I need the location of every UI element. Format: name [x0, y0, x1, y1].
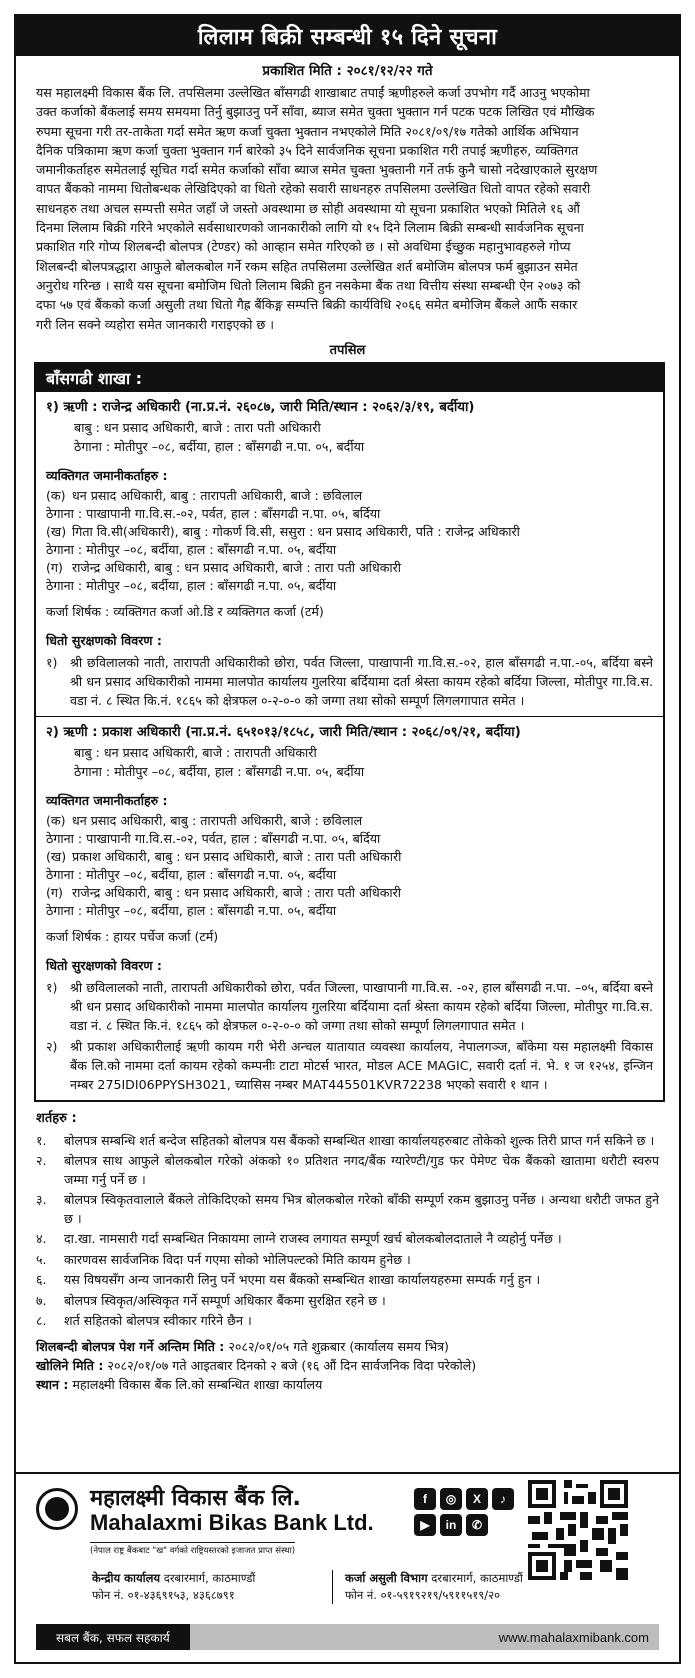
term-number: २.: [36, 1153, 47, 1169]
security-heading: धितो सुरक्षणको विवरण :: [46, 632, 162, 648]
term-number: १.: [36, 1132, 47, 1148]
term-text: बोलपत्र स्विकृत/अस्विकृत गर्ने सम्पूर्ण अधिकार बैंकमा सुरक्षित रहने छ ।: [64, 1292, 386, 1308]
security-item: [46, 653, 653, 710]
youtube-icon[interactable]: ▶: [414, 1514, 436, 1536]
central-office-address: दरबारमार्ग, काठमाण्डौं: [163, 1571, 256, 1585]
tiktok-icon[interactable]: ♪: [492, 1488, 514, 1510]
security-item: [46, 1037, 653, 1094]
tapasil-heading: तपसिल: [329, 342, 366, 358]
slogan: सबल बैंक, सफल सहकार्य: [36, 1624, 190, 1650]
intro-line: साधनहरु तथा अचल सम्पत्ती समेत जहाँ जे जस्तो अवस्थामा छ सोही अवस्थामा यो सूचना प्रकाशित भएको मितिले १६ औं: [36, 200, 580, 216]
guarantor-name: धन प्रसाद अधिकारी, बाबु : तारापती अधिकारी, बाजे : छविलाल: [72, 487, 363, 503]
central-office-title: केन्द्रीय कार्यालय: [92, 1571, 161, 1585]
guarantor-label: (ख): [46, 848, 67, 864]
guarantor-label: (ग): [46, 559, 63, 575]
guarantor-address: ठेगाना : मोतीपुर –०८, बर्दीया, हाल : बाँसगढी न.पा. ०५, बर्दीया: [46, 541, 337, 557]
loan-entry: [36, 392, 663, 716]
term-number: ५.: [36, 1251, 47, 1267]
recovery-department-phone: फोन नं. ०१-५९१९२१९/५९११५१९/२०: [345, 1588, 501, 1602]
intro-line: दफा ५७ एवं बैंकको कर्जा असुली तथा धितो गैह्र बैंकिङ्ग सम्पत्ति बिक्री कार्यविधि २०६६ समेत बमोजिम बैंकले आफैं सकार: [36, 297, 578, 313]
guarantor-address: ठेगाना : मोतीपुर –०८, बर्दीया, हाल : बाँसगढी न.पा. ०५, बर्दीया: [46, 577, 337, 593]
linkedin-icon[interactable]: in: [440, 1514, 462, 1536]
term-text: बोलपत्र सम्बन्धि शर्त बन्देज सहितको बोलपत्र यस बैंकको सम्बन्धित शाखा कार्यालयहरुबाट तोकेको शुल्क तिरी प्राप्त गर्न सकिने छ ।: [64, 1132, 655, 1148]
term-item: [36, 1251, 659, 1270]
loan-list: [36, 392, 663, 1100]
term-text: कारणवस सार्वजनिक विदा पर्न गएमा सोको भोलिपल्टको मिति कायम हुनेछ ।: [64, 1251, 411, 1267]
security-text: श्री छविलालको नाती, तारापती अधिकारीको छोरा, पर्वत जिल्ला, पाखापानी गा.वि.स. -०२, हाल बाँसगढी न.पा. –०५, बर्दिया बस्ने श्री धन प्रसाद अधिकारीको नाममा मालपोत कार्यालय गुलरिया बर्दियामा दर्ता श्रेस्ता कायम रहेको बर्दिया जिल्ला, मोतीपुर गा.वि.स. वडा नं. ८ स्थित कि.नं. १८६५ को क्षेत्रफल ०-२-०-० को जग्गा तथा सोको सम्पूर्ण लिगलगापात समेत ।: [70, 979, 653, 1033]
intro-line: गरी लिन सक्ने व्यहोरा समेत जानकारी गराइएको छ ।: [36, 316, 275, 332]
loan-entry: [36, 716, 663, 1100]
website-link[interactable]: www.mahalaxmibank.com: [498, 1629, 649, 1645]
guarantor-label: (ग): [46, 884, 63, 900]
term-item: [36, 1191, 659, 1228]
borrower-parents: बाबु : धन प्रसाद अधिकारी, बाजे : तारापती अधिकारी: [74, 744, 317, 760]
term-item: [36, 1230, 659, 1249]
term-text: बोलपत्र साथ आफुले बोलकबोल गरेको अंकको १० प्रतिशत नगद/बैंक ग्यारेण्टी/गुड फर पेमेण्ट चेक बैंकको खातामा धरौटी स्वरुप जम्मा गर्नु पर्ने छ ।: [64, 1153, 659, 1187]
term-item: [36, 1132, 659, 1151]
intro-line: शिलबन्दी बोलपत्रद्धारा आफुले बोलकबोल गर्ने रकम सहित तपसिलमा उल्लेखित शर्त बमोजिम बोलपत्र फर्म बुझाउन समेत: [36, 258, 578, 274]
borrower-parents: बाबु : धन प्रसाद अधिकारी, बाजे : तारा पती अधिकारी: [74, 419, 321, 435]
intro-line: रुपमा सूचना गरी तर-ताकेता गर्दा समेत ऋण कर्जा चुक्ता भुक्तान नभएकोले मिति २०८१/०९/१७ गतेको आर्थिक अभियान: [36, 123, 579, 139]
x-icon[interactable]: X: [466, 1488, 488, 1510]
guarantor-row: [46, 522, 653, 541]
deadline-row: [36, 1337, 659, 1356]
guarantor-name: गिता वि.सी(अधिकारी), बाबु : गोकर्ण वि.सी, ससुरा : धन प्रसाद अधिकारी, पति : राजेन्द्र अधिकारी: [72, 523, 520, 539]
term-number: ६.: [36, 1272, 47, 1288]
guarantor-label: (क): [46, 487, 66, 503]
deadline-value: २०८२/०१/०५ गते शुक्रबार (कार्यालय समय भित्र): [228, 1338, 449, 1354]
intro-line: वापत बैंकको नाममा धितोबन्धक लेखिदिएको वा धितो रहेको सवारी साधनहरु तपसिलमा उल्लेखित धितो वापत रहेको सवारी: [36, 181, 591, 197]
recovery-department-address: दरबारमार्ग, काठमाण्डौं: [431, 1571, 523, 1585]
guarantor-row: [46, 486, 653, 505]
loan-type: कर्जा शिर्षक : व्यक्तिगत कर्जा ओ.डि र व्यक्तिगत कर्जा (टर्म): [46, 603, 324, 619]
intro-line: प्रकाशित गरि गोप्य शिलबन्दी बोलपत्र (टेण्डर) को आव्हान समेत गरिएको छ । सो अवधिमा ईच्छुक महानुभावहरुले गोप्य: [36, 239, 571, 255]
guarantor-name: धन प्रसाद अधिकारी, बाबु : तारापती अधिकारी, बाजे : छविलाल: [72, 812, 363, 828]
recovery-department-title: कर्जा असुली विभाग: [345, 1571, 428, 1585]
security-heading: धितो सुरक्षणको विवरण :: [46, 957, 162, 973]
opening-row: [36, 1356, 659, 1375]
guarantor-label: (ख): [46, 523, 67, 539]
footer: [16, 1472, 679, 1662]
branch-box: [34, 362, 665, 1102]
guarantor-address: ठेगाना : मोतीपुर –०८, बर्दीया, हाल : बाँसगढी न.पा. ०५, बर्दीया: [46, 866, 337, 882]
security-number: १): [46, 654, 58, 670]
place-value: महालक्ष्मी विकास बैंक लि.को सम्बन्धित शाखा कार्यालय: [72, 1376, 323, 1392]
central-office-phone: फोन नं. ०१-४३६९१५३, ४३६८७९१: [92, 1588, 235, 1602]
place-label: स्थान :: [36, 1376, 69, 1392]
security-text: श्री छविलालको नाती, तारापती अधिकारीको छोरा, पर्वत जिल्ला, पाखापानी गा.वि.स.-०२, हाल बाँसगढी न.पा.-०५, बर्दिया बस्ने श्री धन प्रसाद अधिकारीको नाममा मालपोत कार्यालय गुलरिया बर्दियामा दर्ता श्रेस्ता कायम रहेको बर्दिया जिल्ला, मोतीपुर गा.वि.स. वडा नं. ८ स्थित कि.नं. १८६५ को क्षेत्रफल ०-२-०-० को जग्गा तथा सोको सम्पूर्ण लिगलगापात समेत ।: [70, 654, 653, 708]
term-item: [36, 1312, 659, 1331]
instagram-icon[interactable]: ◎: [440, 1488, 462, 1510]
intro-line: दैनिक पत्रिकामा ऋण कर्जा चुक्ता भुक्तान गर्न बारेको ३५ दिने सार्वजनिक सूचना प्रकाशित गरी तपाई ऋणीहरु, व्यक्तिगत: [36, 142, 579, 158]
opening-label: खोलिने मिति :: [36, 1357, 104, 1373]
term-number: ३.: [36, 1192, 47, 1208]
intro-line: जमानीकर्ताहरु समेतलाई सूचित गर्दा समेत कर्जाको साँवा ब्याज समेत चुक्ता भुक्तानी गर्ने तर्फ कुनै चासो नदेखाएकाले सुरक्षण: [36, 162, 598, 178]
borrower-title: १) ऋणी : राजेन्द्र अधिकारी (ना.प्र.नं. २६०८७, जारी मिति/स्थान : २०६२/३/१९, बर्दीया): [46, 399, 475, 415]
guarantor-name: प्रकाश अधिकारी, बाबु : धन प्रसाद अधिकारी, बाजे : तारा पती अधिकारी: [72, 848, 402, 864]
intro-line: दिनमा लिलाम बिक्री गरिने भएकोले सर्वसाधारणको जानकारीको लागि यो १५ दिने लिलाम बिक्री सम्बन्धी सार्वजनिक सूचना: [36, 220, 584, 236]
guarantor-address: ठेगाना : पाखापानी गा.वि.स.-०२, पर्वत, हाल : बाँसगढी न.पा. ०५, बर्दिया: [46, 830, 381, 846]
guarantor-name: राजेन्द्र अधिकारी, बाबु : धन प्रसाद अधिकारी, बाजे : तारा पती अधिकारी: [72, 559, 402, 575]
term-number: ८.: [36, 1313, 47, 1329]
guarantor-address: ठेगाना : मोतीपुर –०८, बर्दीया, हाल : बाँसगढी न.पा. ०५, बर्दीया: [46, 902, 337, 918]
loan-type: कर्जा शिर्षक : हायर पर्चेज कर्जा (टर्म): [46, 928, 219, 944]
bank-logo-icon: [36, 1488, 78, 1530]
published-date: प्रकाशित मिति : २०८१/१२/२२ गते: [262, 63, 433, 79]
bank-tagline: (नेपाल राष्ट्र बैंकबाट "ख" वर्गको राष्ट्रियस्तरको इजाजत प्राप्त संस्था): [90, 1542, 295, 1556]
security-number: २): [46, 1038, 58, 1054]
bank-name-english: Mahalaxmi Bikas Bank Ltd.: [90, 1510, 374, 1535]
term-number: ४.: [36, 1231, 47, 1247]
term-text: दा.खा. नामसारी गर्दा सम्बन्धित निकायमा लाग्ने राजस्व लगायत सम्पूर्ण खर्च बोलकबोलदाताले नै व्यहोर्नु पर्नेछ ।: [64, 1231, 562, 1247]
term-number: ७.: [36, 1292, 47, 1308]
borrower-address: ठेगाना : मोतीपुर –०८, बर्दीया, हाल : बाँसगढी न.पा. ०५, बर्दीया: [74, 763, 365, 779]
recovery-department: [332, 1570, 523, 1604]
notice-page: [14, 14, 681, 1664]
opening-value: २०८२/०१/०७ गते आइतबार दिनको २ बजे (१६ औं दिन सार्वजनिक विदा परेकोले): [107, 1357, 477, 1373]
qr-code-icon[interactable]: [528, 1480, 628, 1580]
security-item: [46, 978, 653, 1035]
deadline-section: [16, 1333, 679, 1394]
guarantor-name: राजेन्द्र अधिकारी, बाबु : धन प्रसाद अधिकारी, बाजे : तारा पती अधिकारी: [72, 884, 402, 900]
facebook-icon[interactable]: f: [414, 1488, 436, 1510]
place-row: [36, 1375, 659, 1394]
bank-name-nepali: महालक्ष्मी विकास बैंक लि.: [90, 1486, 301, 1511]
deadline-label: शिलबन्दी बोलपत्र पेश गर्ने अन्तिम मिति :: [36, 1338, 225, 1354]
guarantor-row: [46, 811, 653, 830]
term-text: बोलपत्र स्विकृतवालाले बैंकले तोकिदिएको समय भित्र बोलकबोल गरेको बाँकी सम्पूर्ण रकम बुझाउनु पर्नेछ । अन्यथा धरौटी जफत हुने छ ।: [64, 1192, 659, 1226]
term-item: [36, 1271, 659, 1290]
branch-heading: बाँसगढी शाखा :: [36, 364, 663, 392]
notice-title: लिलाम बिक्री सम्बन्धी १५ दिने सूचना: [16, 16, 679, 56]
term-text: शर्त सहितको बोलपत्र स्वीकार गरिने छैन ।: [64, 1313, 252, 1329]
security-text: श्री प्रकाश अधिकारीलाई ऋणी कायम गरी भेरी अन्चल यातायात व्यवस्था कार्यालय, नेपालगञ्ज, बाँकेमा यस महालक्ष्मी विकास बैंक लि.को नाममा दर्ता कायम रहेको कम्पनीः टाटा मोटर्स भारत, मोडल ACE MAGIC, सवारी दर्ता नं. भे. १ ज १२५४, इन्जिन नम्बर 275IDI06PPYSH3021, च्यासिस नम्बर MAT445501KVR72238 भएको सवारी १ थान ।: [70, 1038, 653, 1092]
guarantor-address: ठेगाना : पाखापानी गा.वि.स.-०२, पर्वत, हाल : बाँसगढी न.पा. ०५, बर्दिया: [46, 505, 381, 521]
guarantor-row: [46, 883, 653, 902]
guarantor-label: (क): [46, 812, 66, 828]
term-item: [36, 1152, 659, 1189]
guarantor-row: [46, 847, 653, 866]
borrower-title: २) ऋणी : प्रकाश अधिकारी (ना.प्र.नं. ६५१०१३/१८५८, जारी मिति/स्थान : २०६८/०९/२१, बर्दीया): [46, 724, 521, 740]
intro-line: उक्त कर्जाको बैंकलाई समय समयमा तिर्नु बुझाउनु पर्ने साँवा, ब्याज समेत चुक्ता भुक्तान गर्न पटक पटक लिखित एवं मौखिक: [36, 104, 595, 120]
guarantors-heading: व्यक्तिगत जमानीकर्ताहरु :: [46, 467, 168, 483]
borrower-address: ठेगाना : मोतीपुर –०८, बर्दीया, हाल : बाँसगढी न.पा. ०५, बर्दीया: [74, 438, 365, 454]
term-item: [36, 1292, 659, 1311]
security-number: १): [46, 979, 58, 995]
terms-list: [36, 1132, 659, 1331]
viber-icon[interactable]: ✆: [466, 1514, 488, 1536]
social-icons: [414, 1488, 514, 1536]
guarantor-row: [46, 558, 653, 577]
intro-paragraph: [16, 79, 679, 334]
terms-heading: शर्तहरु :: [36, 1110, 77, 1126]
intro-line: यस महालक्ष्मी विकास बैंक लि. तपसिलमा उल्लेखित बाँसगढी शाखाबाट तपाईं ऋणीहरुले कर्जा उपभोग गर्दै आउनु भएकोमा: [36, 85, 590, 100]
slogan-bar: [36, 1624, 659, 1650]
central-office: [92, 1570, 255, 1604]
term-text: यस विषयसँग अन्य जानकारी लिनु पर्ने भएमा यस बैंकको सम्बन्धित शाखा कार्यालयहरुमा सम्पर्क गर्नु हुन ।: [64, 1272, 541, 1288]
guarantors-heading: व्यक्तिगत जमानीकर्ताहरु :: [46, 792, 168, 808]
terms-section: [16, 1102, 679, 1331]
intro-line: अनुरोध गरिन्छ । साथै यस सूचना बमोजिम धितो लिलाम बिक्री हुन नसकेमा बैंक तथा वित्तीय संस्था सम्बन्धी ऐन २०७३ को: [36, 277, 581, 293]
